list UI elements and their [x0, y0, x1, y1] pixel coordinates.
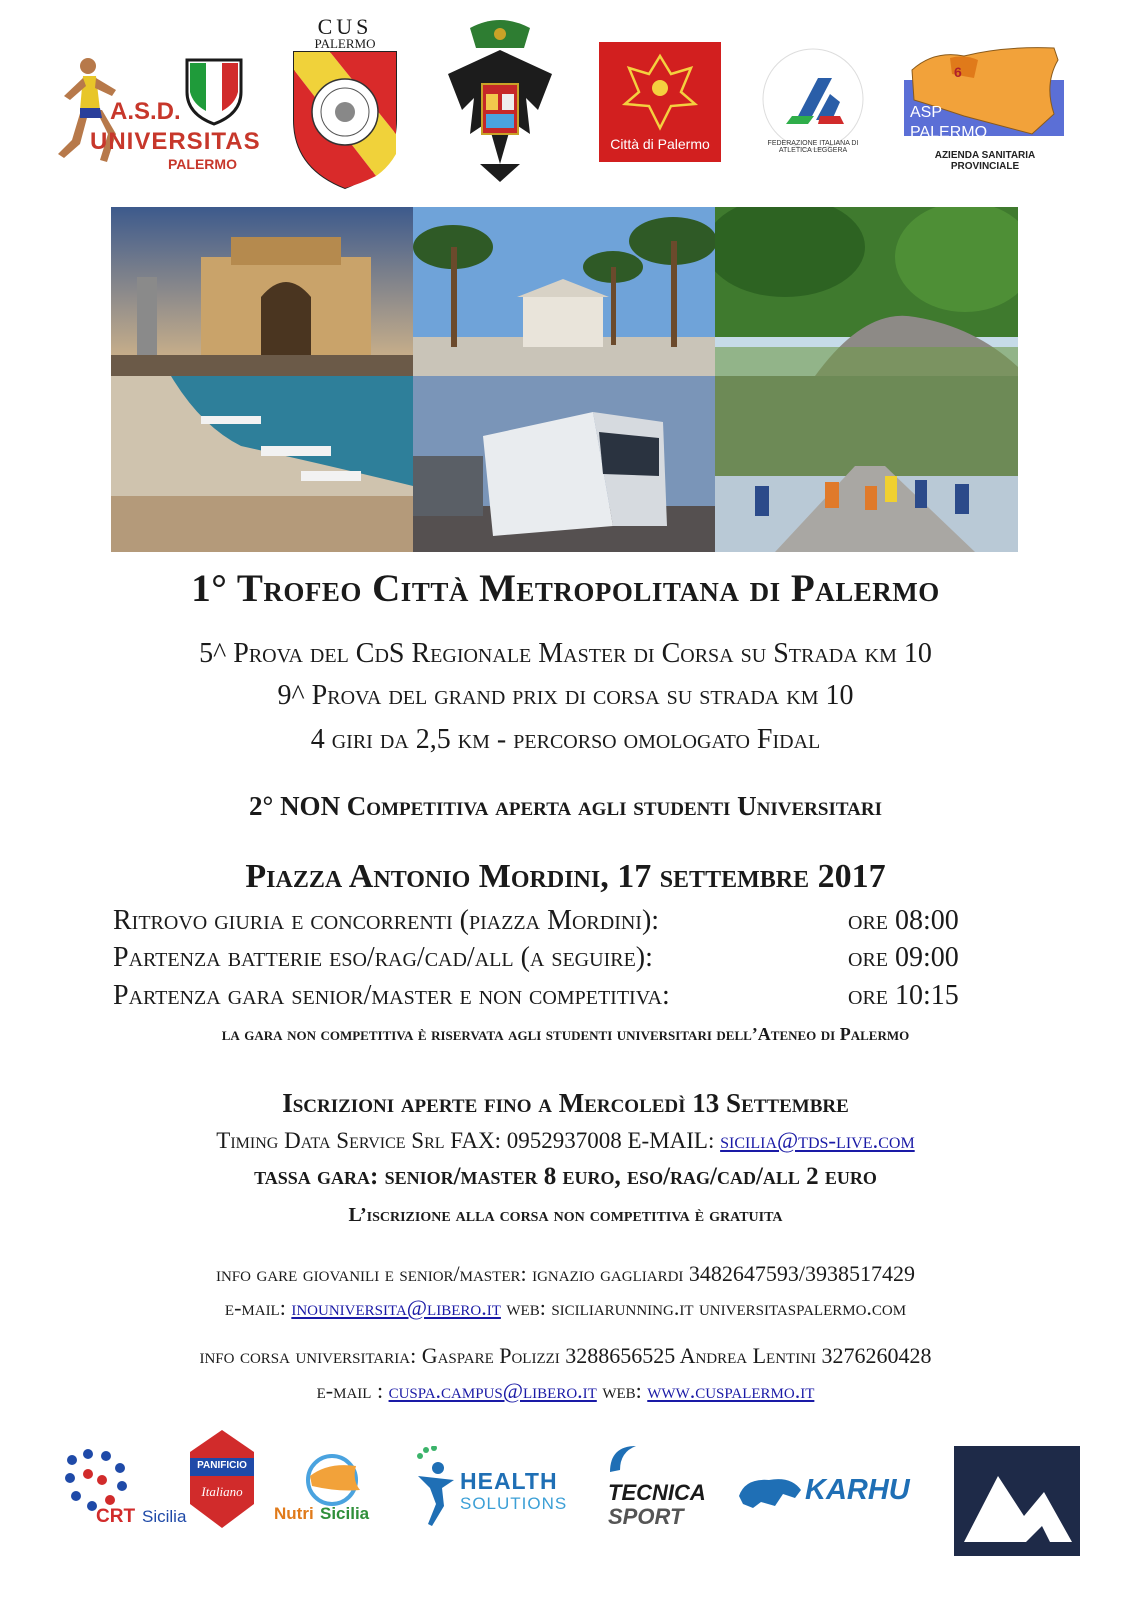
photo-porto-aereo — [111, 376, 413, 552]
cus-line2: PALERMO — [314, 36, 376, 51]
citta-label: Città di Palermo — [610, 136, 710, 152]
reserved-note: la gara non competitiva è riservata agli studenti universitari dell’Ateneo di Palermo — [221, 1024, 910, 1044]
sponsor-panificio — [186, 1428, 258, 1530]
event-title: 1° Trofeo Città Metropolitana di Palermo — [191, 567, 940, 610]
schedule-label-3: Partenza gara senior/master e non competitiva: — [113, 980, 670, 1011]
logo-fidal — [758, 44, 868, 154]
non-competitive-heading: 2° NON Competitiva aperta agli studenti Universitari — [249, 791, 882, 821]
schedule-time-2: ore 09:00 — [848, 942, 959, 973]
info-1-email-prefix: e-mail: — [224, 1295, 286, 1320]
city-eagle-icon — [599, 48, 721, 138]
health-text-a: HEALTH — [460, 1468, 558, 1494]
info-2-contacts — [0, 1378, 1131, 1404]
schedule-time-3: ore 10:15 — [848, 980, 959, 1011]
info-2-web-prefix: web: — [602, 1378, 642, 1403]
subtitle-3: 4 giri da 2,5 km - percorso omologato Fidal — [310, 724, 821, 755]
info-2-email-link[interactable]: cuspa.campus@libero.it — [388, 1378, 597, 1403]
logo-citta-palermo — [599, 42, 721, 162]
venue-date: Piazza Antonio Mordini, 17 settembre 2017 — [245, 858, 886, 895]
sponsor-nutrisicilia — [272, 1452, 392, 1530]
universitas-line1: A.S.D. — [110, 98, 181, 125]
sponsor-karhu — [735, 1468, 925, 1518]
tecnica-text-b: SPORT — [608, 1504, 684, 1529]
info-2-email-prefix: e-mail : — [316, 1378, 384, 1403]
info-1-web: web: siciliarunning.it universitaspalermo.com — [506, 1295, 907, 1320]
nutri-text-b: Sicilia — [320, 1504, 370, 1523]
schedule-label-2: Partenza batterie eso/rag/cad/all (a seguire): — [113, 942, 653, 973]
tecnica-swoosh-icon — [606, 1442, 656, 1482]
subtitle-2: 9^ Prova del grand prix di corsa su strada km 10 — [277, 680, 854, 711]
photo-teatro-politeama — [111, 207, 413, 376]
registration-contact-text: Timing Data Service Srl FAX: 0952937008 E-MAIL: — [216, 1128, 715, 1153]
universitas-line2: UNIVERSITAS — [90, 128, 261, 155]
crt-text-a: CRT — [96, 1506, 136, 1527]
asp-line3: AZIENDA SANITARIA PROVINCIALE — [934, 150, 1036, 172]
photo-tram — [413, 376, 715, 552]
asp-line1: ASP — [910, 104, 943, 121]
photo-viale-alberato — [715, 207, 1018, 376]
sponsor-health-solutions — [414, 1446, 584, 1528]
schedule-label-1: Ritrovo giuria e concorrenti (piazza Mordini): — [113, 905, 660, 936]
info-2-web-link[interactable]: www.cuspalermo.it — [647, 1378, 815, 1403]
nutri-text-a: Nutri — [274, 1504, 314, 1523]
tecnica-text-a: TECNICA — [608, 1480, 706, 1505]
registration-fee: tassa gara: senior/master 8 euro, eso/rag/cad/all 2 euro — [254, 1163, 877, 1190]
fidal-emblem-icon — [758, 44, 868, 154]
cus-line1: CUS — [317, 14, 373, 39]
panificio-text-b: Italiano — [201, 1484, 243, 1499]
panificio-text-a: PANIFICIO — [197, 1460, 247, 1471]
fidal-ring-text: FEDERAZIONE ITALIANA DI ATLETICA LEGGERA — [767, 140, 859, 154]
mountain-logo-icon — [954, 1446, 1080, 1556]
logo-provincia-palermo — [440, 14, 560, 184]
info-1-line: info gare giovanili e senior/master: ignazio gagliardi 3482647593/3938517429 — [215, 1261, 916, 1286]
cus-shield-icon — [290, 50, 400, 190]
karhu-text: KARHU — [805, 1474, 910, 1506]
subtitle-1: 5^ Prova del CdS Regionale Master di Corsa su Strada km 10 — [199, 638, 932, 669]
asp-number: 6 — [954, 64, 962, 80]
universitas-line3: PALERMO — [168, 156, 237, 172]
asp-line2: PALERMO — [910, 124, 988, 141]
sponsor-crt-sicilia — [62, 1448, 187, 1533]
photo-corridori — [715, 376, 1018, 552]
crt-text-b: Sicilia — [142, 1507, 187, 1526]
sponsor-tecnica-sport — [606, 1442, 718, 1532]
registration-heading: Iscrizioni aperte fino a Mercoledì 13 Settembre — [282, 1088, 849, 1118]
health-text-b: SOLUTIONS — [460, 1494, 568, 1513]
info-2-line: info corsa universitaria: Gaspare Polizzi 3288656525 Andrea Lentini 3276260428 — [199, 1343, 932, 1368]
karhu-bear-icon — [735, 1472, 805, 1512]
eagle-crest-icon — [440, 14, 560, 184]
photo-grid — [111, 207, 1018, 552]
registration-free: L’iscrizione alla corsa non competitiva è gratuita — [348, 1204, 783, 1226]
panificio-badge-icon — [186, 1428, 258, 1530]
logo-universitas — [50, 52, 261, 177]
crt-dots-icon — [62, 1448, 132, 1512]
logo-cus-palermo — [290, 14, 400, 192]
info-1-contacts — [0, 1295, 1131, 1321]
logo-asp-palermo — [900, 44, 1070, 172]
registration-contact — [0, 1128, 1131, 1154]
italy-shield-icon — [183, 56, 245, 126]
registration-email-link[interactable]: sicilia@tds-live.com — [720, 1128, 915, 1153]
info-1-email-link[interactable]: inouniversita@libero.it — [291, 1295, 501, 1320]
sponsor-mountain-logo — [954, 1446, 1080, 1556]
photo-giardino-palme — [413, 207, 715, 376]
health-figure-icon — [414, 1446, 458, 1528]
schedule-time-1: ore 08:00 — [848, 905, 959, 936]
nutri-map-icon — [282, 1452, 382, 1506]
